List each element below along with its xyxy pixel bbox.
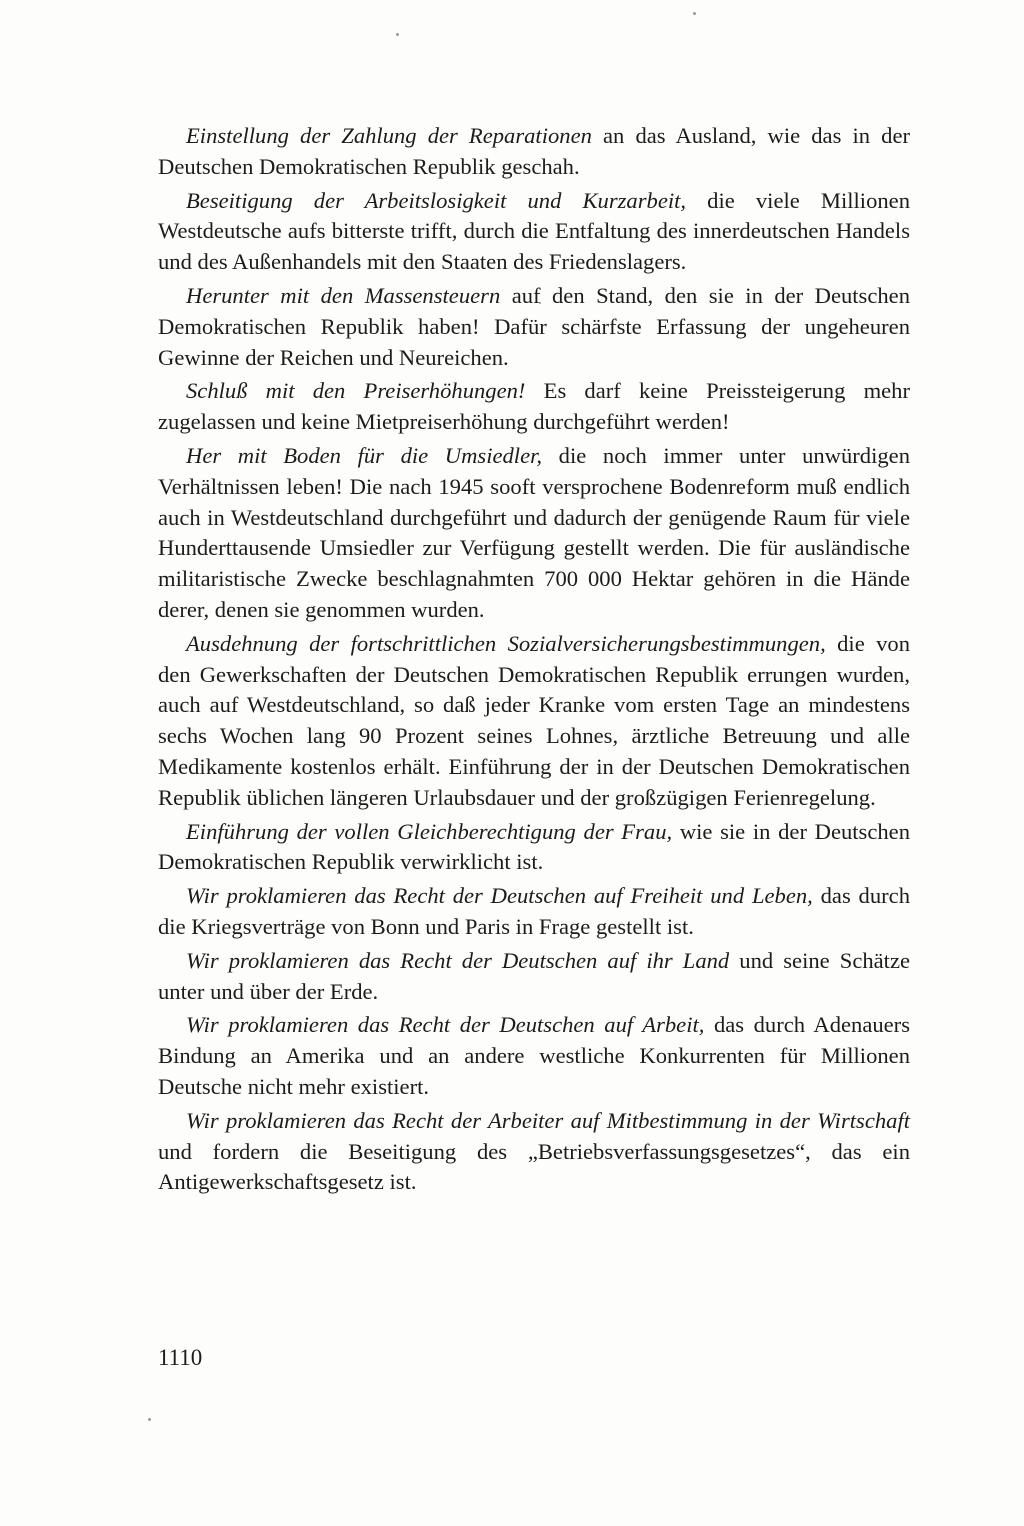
paper-speck	[693, 12, 696, 15]
paragraph	[158, 881, 910, 943]
paragraph	[158, 946, 910, 1008]
paragraph-emphasis: Wir proklamieren das Recht der Deutschen auf ihr Land	[186, 947, 730, 973]
paragraph-text: und fordern die Beseitigung des „Betriebsverfassungsgesetzes“, das ein Antigewerkschaftsgesetz ist.	[158, 1138, 910, 1195]
paragraph-text: die von den Gewerkschaften der Deutschen Demokratischen Republik errungen wurden, auch auf Westdeutschland, so daß jeder Kranke vom ersten Tage an mindestens sechs Wochen lang 90 Prozent seines Lohnes, ärztliche Betreuung und alle Medikamente kostenlos erhält. Einführung der in der Deutschen Demokratischen Republik üblichen längeren Urlaubsdauer und der großzügigen Ferienregelung.	[158, 630, 910, 810]
paragraph-emphasis: Her mit Boden für die Umsiedler,	[186, 442, 543, 468]
paper-speck	[148, 1418, 151, 1421]
paragraph-text: die viele Millionen Westdeutsche aufs bitterste trifft, durch die Entfaltung des innerdeutschen Handels und des Außenhandels mit den Staaten des Friedenslagers.	[158, 187, 910, 275]
paragraph-emphasis: Ausdehnung der fortschrittlichen Sozialversicherungsbestimmungen,	[186, 630, 826, 656]
paragraph-emphasis: Wir proklamieren das Recht der Deutschen auf Arbeit,	[186, 1012, 705, 1038]
paragraph-emphasis: Wir proklamieren das Recht der Arbeiter auf Mitbestimmung in der Wirtschaft	[186, 1107, 910, 1133]
paragraph-emphasis: Einführung der vollen Gleichberechtigung der Frau,	[186, 818, 673, 844]
paragraph-emphasis: Wir proklamieren das Recht der Deutschen auf Freiheit und Leben,	[186, 883, 813, 909]
paragraph-emphasis: Schluß mit den Preiserhöhungen!	[186, 378, 526, 404]
paragraph-text: wie sie in der Deutschen Demokratischen Republik verwirklicht ist.	[158, 818, 911, 875]
paragraph	[158, 441, 910, 626]
paragraph-text: an das Ausland, wie das in der Deutschen Demokratischen Republik geschah.	[158, 123, 911, 179]
paragraph-text: die noch immer unter unwürdigen Verhältnissen leben! Die nach 1945 sooft versprochene Bodenreform muß endlich auch in Westdeutschland durchgeführt und dadurch der genügende Raum für viele Hunderttausende Umsiedler zur Verfügung gestellt werden. Die für ausländische militaristische Zwecke beschlagnahmten 700 000 Hektar gehören in die Hände derer, denen sie genommen wurden.	[158, 442, 910, 622]
paragraph-emphasis: Einstellung der Zahlung der Reparationen	[186, 123, 592, 148]
page-number: 1110	[158, 1345, 203, 1370]
paragraph-text: das durch Adenauers Bindung an Amerika und an andere westliche Konkurrenten für Millionen Deutsche nicht mehr existiert.	[158, 1012, 910, 1099]
paragraph-text: das durch die Kriegsverträge von Bonn und Paris in Frage gestellt ist.	[158, 883, 911, 939]
paragraph	[158, 281, 910, 373]
paragraph	[158, 186, 910, 278]
paper-speck	[396, 33, 399, 36]
paragraph	[158, 1010, 910, 1102]
paragraph-text: und seine Schätze unter und über der Erde.	[158, 947, 911, 1004]
paragraph-emphasis: Herunter mit den Massensteuern	[186, 282, 501, 308]
paragraph	[158, 629, 910, 814]
paragraph	[158, 1106, 910, 1198]
body-text	[158, 121, 910, 1201]
paragraph	[158, 817, 910, 879]
paragraph	[158, 376, 910, 438]
paragraph	[158, 121, 910, 183]
paragraph-text: auf den Stand, den sie in der Deutschen Demokratischen Republik haben! Dafür schärfste Erfassung der ungeheuren Gewinne der Reichen und Neureichen.	[158, 282, 911, 370]
paragraph-text: Es darf keine Preissteigerung mehr zugelassen und keine Mietpreiserhöhung durchgeführt werden!	[158, 378, 911, 435]
paragraph-emphasis: Beseitigung der Arbeitslosigkeit und Kurzarbeit,	[186, 187, 687, 213]
